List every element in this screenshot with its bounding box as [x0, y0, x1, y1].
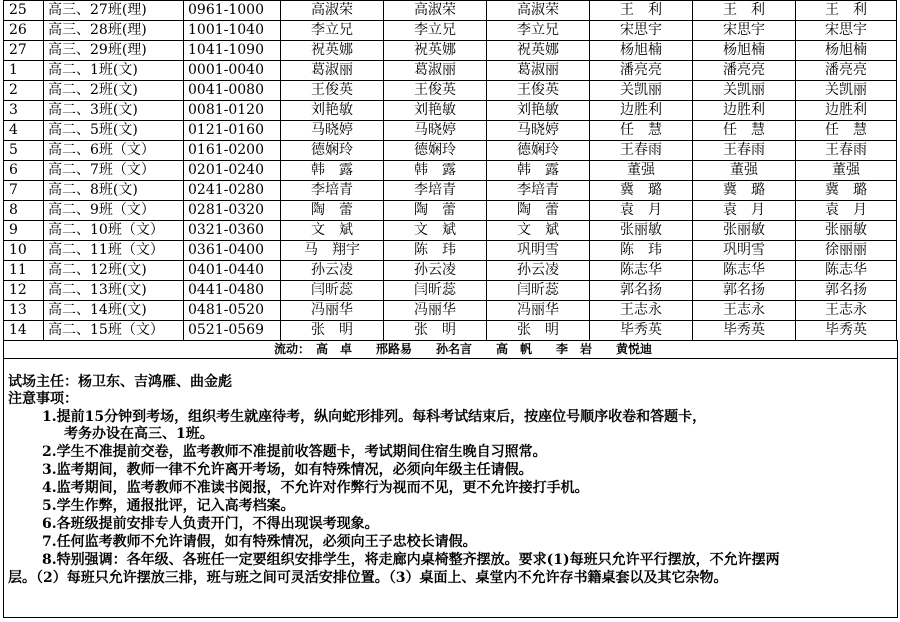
seat-range-cell: 0521-0569 — [184, 321, 281, 341]
invigilator-cell: 巩明雪 — [693, 241, 796, 261]
table-body — [4, 1, 897, 341]
class-cell: 高二、8班(文) — [44, 181, 184, 201]
invigilator-cell: 王志永 — [796, 301, 897, 321]
invigilator-cell: 张丽敏 — [590, 221, 693, 241]
invigilator-cell: 杨旭楠 — [590, 41, 693, 61]
invigilator-cell: 宋思宇 — [693, 21, 796, 41]
invigilator-cell: 王志永 — [693, 301, 796, 321]
invigilator-cell: 任 慧 — [796, 121, 897, 141]
invigilator-cell: 王志永 — [590, 301, 693, 321]
room-number-cell: 2 — [4, 81, 44, 101]
invigilator-cell: 李培青 — [384, 181, 487, 201]
table-row — [4, 1, 897, 21]
room-number-cell: 5 — [4, 141, 44, 161]
seat-range-cell: 0481-0520 — [184, 301, 281, 321]
class-cell: 高三、29班(理) — [44, 41, 184, 61]
invigilator-cell: 李立兄 — [281, 21, 384, 41]
floating-invigilators-text: 流动： 高 卓 邢路易 孙名言 高 帆 李 岩 黄悦迪 — [274, 342, 653, 356]
invigilator-cell: 韩 露 — [281, 161, 384, 181]
invigilator-cell: 陈志华 — [796, 261, 897, 281]
table-row — [4, 161, 897, 181]
invigilator-cell: 王 利 — [590, 1, 693, 21]
table-row — [4, 181, 897, 201]
invigilator-cell: 袁 月 — [590, 201, 693, 221]
table-row — [4, 21, 897, 41]
invigilator-cell: 孙云凌 — [487, 261, 590, 281]
invigilator-cell: 文 斌 — [384, 221, 487, 241]
invigilator-cell: 陈 玮 — [590, 241, 693, 261]
table-row — [4, 221, 897, 241]
invigilator-cell: 张 明 — [384, 321, 487, 341]
invigilator-cell: 张丽敏 — [693, 221, 796, 241]
table-row — [4, 301, 897, 321]
invigilator-cell: 郭名扬 — [590, 281, 693, 301]
invigilator-cell: 袁 月 — [693, 201, 796, 221]
exam-directors: 试场主任：杨卫东、吉鸿雁、曲金彪 — [8, 374, 232, 390]
room-number-cell: 11 — [4, 261, 44, 281]
class-cell: 高二、15班（文） — [44, 321, 184, 341]
invigilator-cell: 文 斌 — [487, 221, 590, 241]
invigilator-cell: 张丽敏 — [796, 221, 897, 241]
room-number-cell: 25 — [4, 1, 44, 21]
invigilator-cell: 毕秀英 — [590, 321, 693, 341]
seat-range-cell: 0241-0280 — [184, 181, 281, 201]
note-item: 考务办设在高三、1班。 — [64, 426, 214, 442]
invigilator-cell: 宋思宇 — [590, 21, 693, 41]
invigilator-cell: 冯丽华 — [281, 301, 384, 321]
invigilator-cell: 袁 月 — [796, 201, 897, 221]
invigilator-cell: 李培青 — [487, 181, 590, 201]
invigilator-cell: 董强 — [590, 161, 693, 181]
table-row — [4, 61, 897, 81]
class-cell: 高三、28班(理) — [44, 21, 184, 41]
room-number-cell: 9 — [4, 221, 44, 241]
invigilator-cell: 冀 璐 — [590, 181, 693, 201]
room-number-cell: 27 — [4, 41, 44, 61]
table-row — [4, 141, 897, 161]
invigilator-cell: 巩明雪 — [487, 241, 590, 261]
invigilator-cell: 马晓婷 — [384, 121, 487, 141]
invigilator-table — [3, 0, 897, 341]
invigilator-cell: 冯丽华 — [487, 301, 590, 321]
notes-title: 注意事项： — [8, 391, 78, 407]
invigilator-cell: 王俊英 — [384, 81, 487, 101]
seat-range-cell: 0161-0200 — [184, 141, 281, 161]
invigilator-cell: 边胜利 — [590, 101, 693, 121]
table-row — [4, 261, 897, 281]
invigilator-cell: 祝英娜 — [384, 41, 487, 61]
invigilator-cell: 冀 璐 — [693, 181, 796, 201]
table-row — [4, 121, 897, 141]
invigilator-cell: 王春雨 — [796, 141, 897, 161]
invigilator-cell: 陶 蕾 — [384, 201, 487, 221]
invigilator-cell: 王俊英 — [281, 81, 384, 101]
invigilator-cell: 潘亮亮 — [590, 61, 693, 81]
table-row — [4, 321, 897, 341]
room-number-cell: 13 — [4, 301, 44, 321]
invigilator-cell: 马晓婷 — [487, 121, 590, 141]
note-item: 5.学生作弊，通报批评，记入高考档案。 — [42, 498, 295, 514]
invigilator-cell: 王春雨 — [590, 141, 693, 161]
invigilator-cell: 祝英娜 — [281, 41, 384, 61]
invigilator-cell: 王 利 — [796, 1, 897, 21]
invigilator-cell: 冯丽华 — [384, 301, 487, 321]
invigilator-cell: 闫昕蕊 — [487, 281, 590, 301]
seat-range-cell: 0081-0120 — [184, 101, 281, 121]
invigilator-cell: 高淑荣 — [281, 1, 384, 21]
class-cell: 高二、6班（文） — [44, 141, 184, 161]
invigilator-cell: 陶 蕾 — [281, 201, 384, 221]
invigilator-cell: 关凯丽 — [796, 81, 897, 101]
invigilator-cell: 杨旭楠 — [693, 41, 796, 61]
invigilator-cell: 王春雨 — [693, 141, 796, 161]
invigilator-cell: 宋思宇 — [796, 21, 897, 41]
invigilator-cell: 刘艳敏 — [487, 101, 590, 121]
class-cell: 高二、3班(文) — [44, 101, 184, 121]
note-item: 4.监考期间，监考教师不准读书阅报，不允许对作弊行为视而不见，更不允许接打手机。 — [42, 480, 589, 496]
seat-range-cell: 0441-0480 — [184, 281, 281, 301]
invigilator-cell: 杨旭楠 — [796, 41, 897, 61]
class-cell: 高二、9班（文） — [44, 201, 184, 221]
table-row — [4, 201, 897, 221]
invigilator-cell: 毕秀英 — [693, 321, 796, 341]
class-cell: 高三、27班(理) — [44, 1, 184, 21]
class-cell: 高二、1班(文) — [44, 61, 184, 81]
class-cell: 高二、12班(文) — [44, 261, 184, 281]
note-item: 7.任何监考教师不允许请假，如有特殊情况，必须向王子忠校长请假。 — [42, 534, 477, 550]
table-row — [4, 41, 897, 61]
invigilator-cell: 边胜利 — [693, 101, 796, 121]
invigilator-cell: 高淑荣 — [487, 1, 590, 21]
seat-range-cell: 0041-0080 — [184, 81, 281, 101]
room-number-cell: 1 — [4, 61, 44, 81]
table-row — [4, 241, 897, 261]
class-cell: 高二、13班(文) — [44, 281, 184, 301]
room-number-cell: 3 — [4, 101, 44, 121]
invigilator-cell: 毕秀英 — [796, 321, 897, 341]
seat-range-cell: 0121-0160 — [184, 121, 281, 141]
notes-section — [3, 359, 898, 618]
seat-range-cell: 0201-0240 — [184, 161, 281, 181]
note-item: 8.特别强调：各年级、各班任一定要组织安排学生，将走廊内桌椅整齐摆放。要求(1)每班只允许平行摆放，不允许摆两 — [42, 552, 780, 568]
invigilator-cell: 闫昕蕊 — [384, 281, 487, 301]
class-cell: 高二、7班（文） — [44, 161, 184, 181]
note-item: 2.学生不准提前交卷，监考教师不准提前收答题卡，考试期间住宿生晚自习照常。 — [42, 444, 547, 460]
invigilator-cell: 刘艳敏 — [384, 101, 487, 121]
table-row — [4, 81, 897, 101]
invigilator-cell: 李培青 — [281, 181, 384, 201]
invigilator-cell: 葛淑丽 — [487, 61, 590, 81]
invigilator-cell: 陈 玮 — [384, 241, 487, 261]
invigilator-cell: 德娴玲 — [384, 141, 487, 161]
invigilator-cell: 李立兄 — [487, 21, 590, 41]
invigilator-cell: 任 慧 — [590, 121, 693, 141]
note-item: 层。（2）每班只允许摆放三排，班与班之间可灵活安排位置。（3）桌面上、桌堂内不允许存书籍桌套以及其它杂物。 — [8, 570, 728, 586]
seat-range-cell: 0361-0400 — [184, 241, 281, 261]
invigilator-cell: 边胜利 — [796, 101, 897, 121]
invigilator-cell: 董强 — [693, 161, 796, 181]
invigilator-cell: 冀 璐 — [796, 181, 897, 201]
invigilator-cell: 王俊英 — [487, 81, 590, 101]
seat-range-cell: 0401-0440 — [184, 261, 281, 281]
table-row — [4, 101, 897, 121]
class-cell: 高二、10班（文） — [44, 221, 184, 241]
invigilator-cell: 文 斌 — [281, 221, 384, 241]
invigilator-cell: 郭名扬 — [796, 281, 897, 301]
seat-range-cell: 0001-0040 — [184, 61, 281, 81]
invigilator-cell: 德娴玲 — [281, 141, 384, 161]
class-cell: 高二、14班(文) — [44, 301, 184, 321]
invigilator-cell: 李立兄 — [384, 21, 487, 41]
invigilator-cell: 德娴玲 — [487, 141, 590, 161]
invigilator-cell: 高淑荣 — [384, 1, 487, 21]
invigilator-cell: 韩 露 — [384, 161, 487, 181]
room-number-cell: 6 — [4, 161, 44, 181]
room-number-cell: 14 — [4, 321, 44, 341]
class-cell: 高二、11班（文） — [44, 241, 184, 261]
invigilator-cell: 马晓婷 — [281, 121, 384, 141]
note-item: 1.提前15分钟到考场，组织考生就座待考，纵向蛇形排列。每科考试结束后，按座位号顺序收卷和答题卡， — [42, 409, 707, 425]
note-item: 3.监考期间，教师一律不允许离开考场，如有特殊情况，必须向年级主任请假。 — [42, 462, 533, 478]
invigilator-cell: 张 明 — [281, 321, 384, 341]
room-number-cell: 10 — [4, 241, 44, 261]
invigilator-cell: 任 慧 — [693, 121, 796, 141]
floating-invigilators-row — [3, 340, 898, 359]
class-cell: 高二、5班(文) — [44, 121, 184, 141]
invigilator-cell: 徐丽丽 — [796, 241, 897, 261]
note-item: 6.各班级提前安排专人负责开门，不得出现误考现象。 — [42, 516, 379, 532]
room-number-cell: 7 — [4, 181, 44, 201]
invigilator-cell: 刘艳敏 — [281, 101, 384, 121]
invigilator-cell: 董强 — [796, 161, 897, 181]
room-number-cell: 12 — [4, 281, 44, 301]
invigilator-cell: 祝英娜 — [487, 41, 590, 61]
invigilator-cell: 孙云凌 — [281, 261, 384, 281]
invigilator-cell: 陈志华 — [590, 261, 693, 281]
invigilator-cell: 张 明 — [487, 321, 590, 341]
seat-range-cell: 0281-0320 — [184, 201, 281, 221]
seat-range-cell: 0961-1000 — [184, 1, 281, 21]
invigilator-cell: 郭名扬 — [693, 281, 796, 301]
room-number-cell: 8 — [4, 201, 44, 221]
seat-range-cell: 1001-1040 — [184, 21, 281, 41]
invigilator-cell: 马 翔宇 — [281, 241, 384, 261]
room-number-cell: 4 — [4, 121, 44, 141]
invigilator-cell: 韩 露 — [487, 161, 590, 181]
invigilator-cell: 关凯丽 — [693, 81, 796, 101]
seat-range-cell: 1041-1090 — [184, 41, 281, 61]
invigilator-cell: 孙云凌 — [384, 261, 487, 281]
invigilator-cell: 陶 蕾 — [487, 201, 590, 221]
class-cell: 高二、2班(文) — [44, 81, 184, 101]
invigilator-cell: 闫昕蕊 — [281, 281, 384, 301]
invigilator-cell: 葛淑丽 — [281, 61, 384, 81]
invigilator-cell: 潘亮亮 — [796, 61, 897, 81]
seat-range-cell: 0321-0360 — [184, 221, 281, 241]
room-number-cell: 26 — [4, 21, 44, 41]
invigilator-cell: 关凯丽 — [590, 81, 693, 101]
invigilator-cell: 王 利 — [693, 1, 796, 21]
invigilator-cell: 陈志华 — [693, 261, 796, 281]
invigilator-cell: 葛淑丽 — [384, 61, 487, 81]
invigilator-cell: 潘亮亮 — [693, 61, 796, 81]
table-row — [4, 281, 897, 301]
